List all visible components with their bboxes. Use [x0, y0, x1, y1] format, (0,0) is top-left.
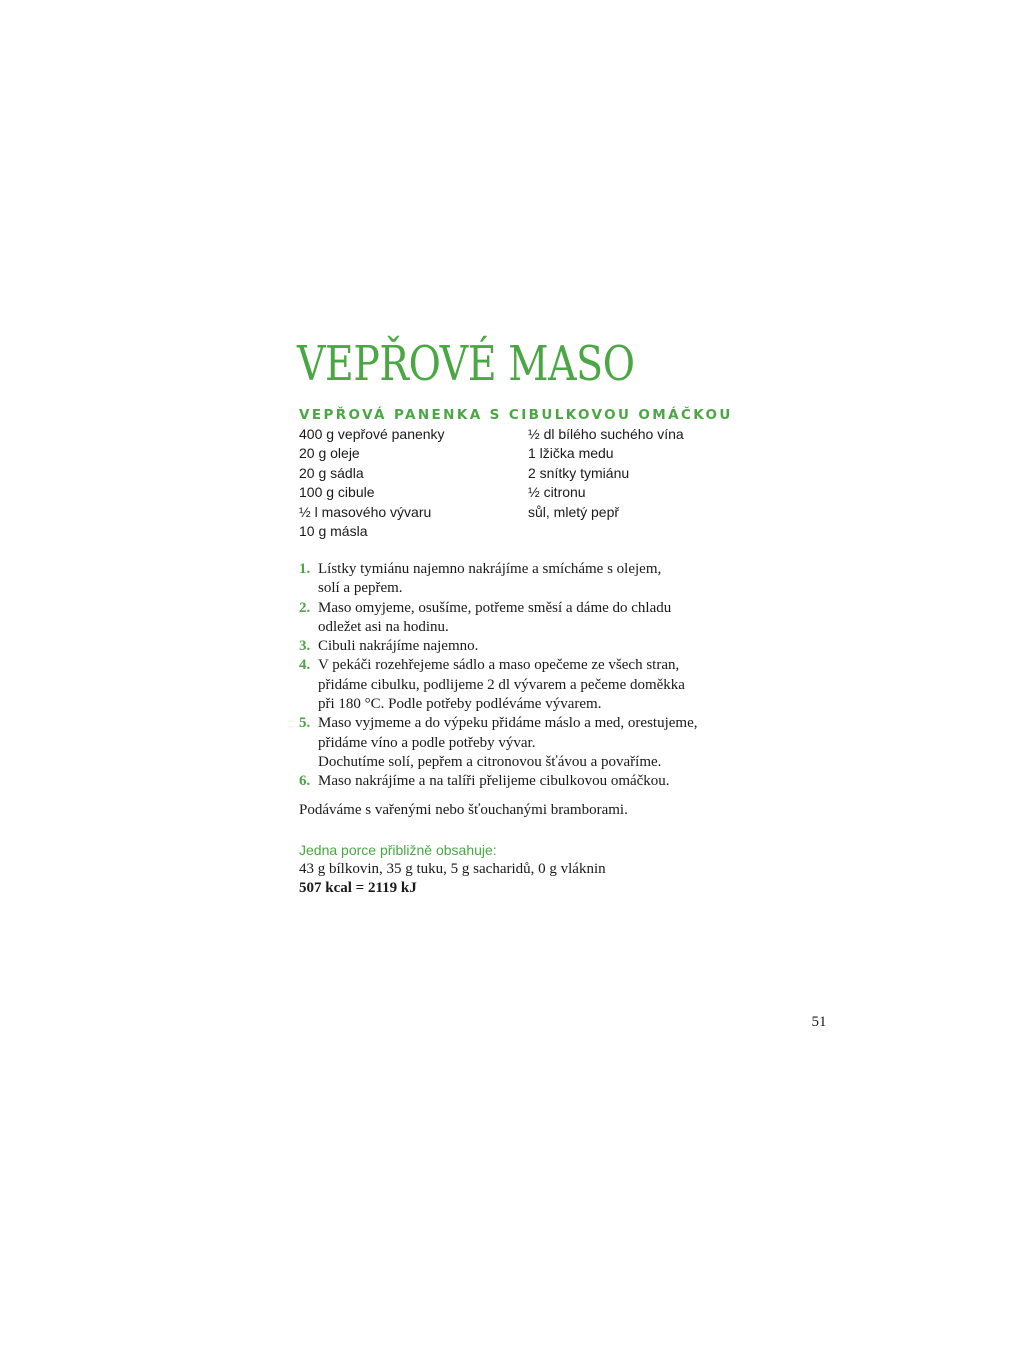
- ingredient-item: 1 lžička medu: [528, 445, 614, 462]
- step-text-line: Maso nakrájíme a na talíři přelijeme cibulkovou omáčkou.: [318, 773, 670, 790]
- ingredient-item: 2 snítky tymiánu: [528, 464, 630, 481]
- step-text-line: odležet asi na hodinu.: [318, 618, 449, 635]
- step-text-line: přidáme víno a podle potřeby vývar.: [318, 734, 536, 751]
- ingredients-column-right: [528, 425, 684, 522]
- serving-note: Podáváme s vařenými nebo šťouchanými bramborami.: [299, 802, 628, 818]
- energy-value: 507 kcal = 2119 kJ: [299, 880, 417, 896]
- ingredient-item: 10 g másla: [299, 523, 368, 540]
- step-number: 1.: [299, 561, 311, 577]
- ingredient-item: 100 g cibule: [299, 484, 375, 501]
- ingredient-item: 400 g vepřové panenky: [299, 426, 445, 442]
- step-number: 5.: [299, 715, 311, 732]
- recipe-title: VEPŘOVÁ PANENKA S CIBULKOVOU OMÁČKOU: [299, 407, 733, 423]
- ingredient-item: ½ l masového vývaru: [299, 503, 432, 520]
- step-text-line: V pekáči rozehřejeme sádlo a maso opečeme ze všech stran,: [318, 657, 680, 674]
- step-text-line: Cibuli nakrájíme najemno.: [318, 638, 479, 655]
- ingredient-item: sůl, mletý pepř: [528, 503, 620, 520]
- step-item: [299, 656, 759, 714]
- step-text-line: Lístky tymiánu najemno nakrájíme a smícháme s olejem,: [318, 561, 662, 577]
- step-text-line: solí a pepřem.: [318, 580, 403, 597]
- step-number: 4.: [299, 657, 311, 674]
- nutrition-label: Jedna porce přibližně obsahuje:: [299, 842, 497, 858]
- step-item: [299, 599, 759, 638]
- step-text-line: Maso vyjmeme a do výpeku přidáme máslo a med, orestujeme,: [318, 715, 698, 732]
- step-number: 3.: [299, 638, 311, 655]
- ingredient-item: 20 g sádla: [299, 464, 364, 481]
- step-item: [299, 560, 759, 599]
- step-text-line: Dochutíme solí, pepřem a citronovou šťávou a povaříme.: [318, 753, 662, 770]
- preparation-steps: [299, 560, 759, 792]
- step-item: [299, 637, 759, 656]
- ingredient-item: ½ dl bílého suchého vína: [528, 426, 684, 442]
- ingredient-item: ½ citronu: [528, 484, 586, 501]
- page-number: 51: [811, 1014, 827, 1030]
- step-number: 2.: [299, 599, 311, 616]
- step-item: [299, 714, 759, 772]
- ingredient-item: 20 g oleje: [299, 445, 360, 462]
- step-item: [299, 772, 759, 791]
- ingredients-column-left: [299, 425, 445, 541]
- nutrition-values: 43 g bílkovin, 35 g tuku, 5 g sacharidů, 0 g vláknin: [299, 861, 606, 877]
- page-title: VEPŘOVÉ MASO: [297, 336, 635, 392]
- step-text-line: při 180 °C. Podle potřeby podléváme vývarem.: [318, 696, 602, 713]
- step-text-line: přidáme cibulku, podlijeme 2 dl vývarem a pečeme doměkka: [318, 676, 685, 693]
- step-number: 6.: [299, 773, 311, 790]
- step-text-line: Maso omyjeme, osušíme, potřeme směsí a dáme do chladu: [318, 599, 672, 616]
